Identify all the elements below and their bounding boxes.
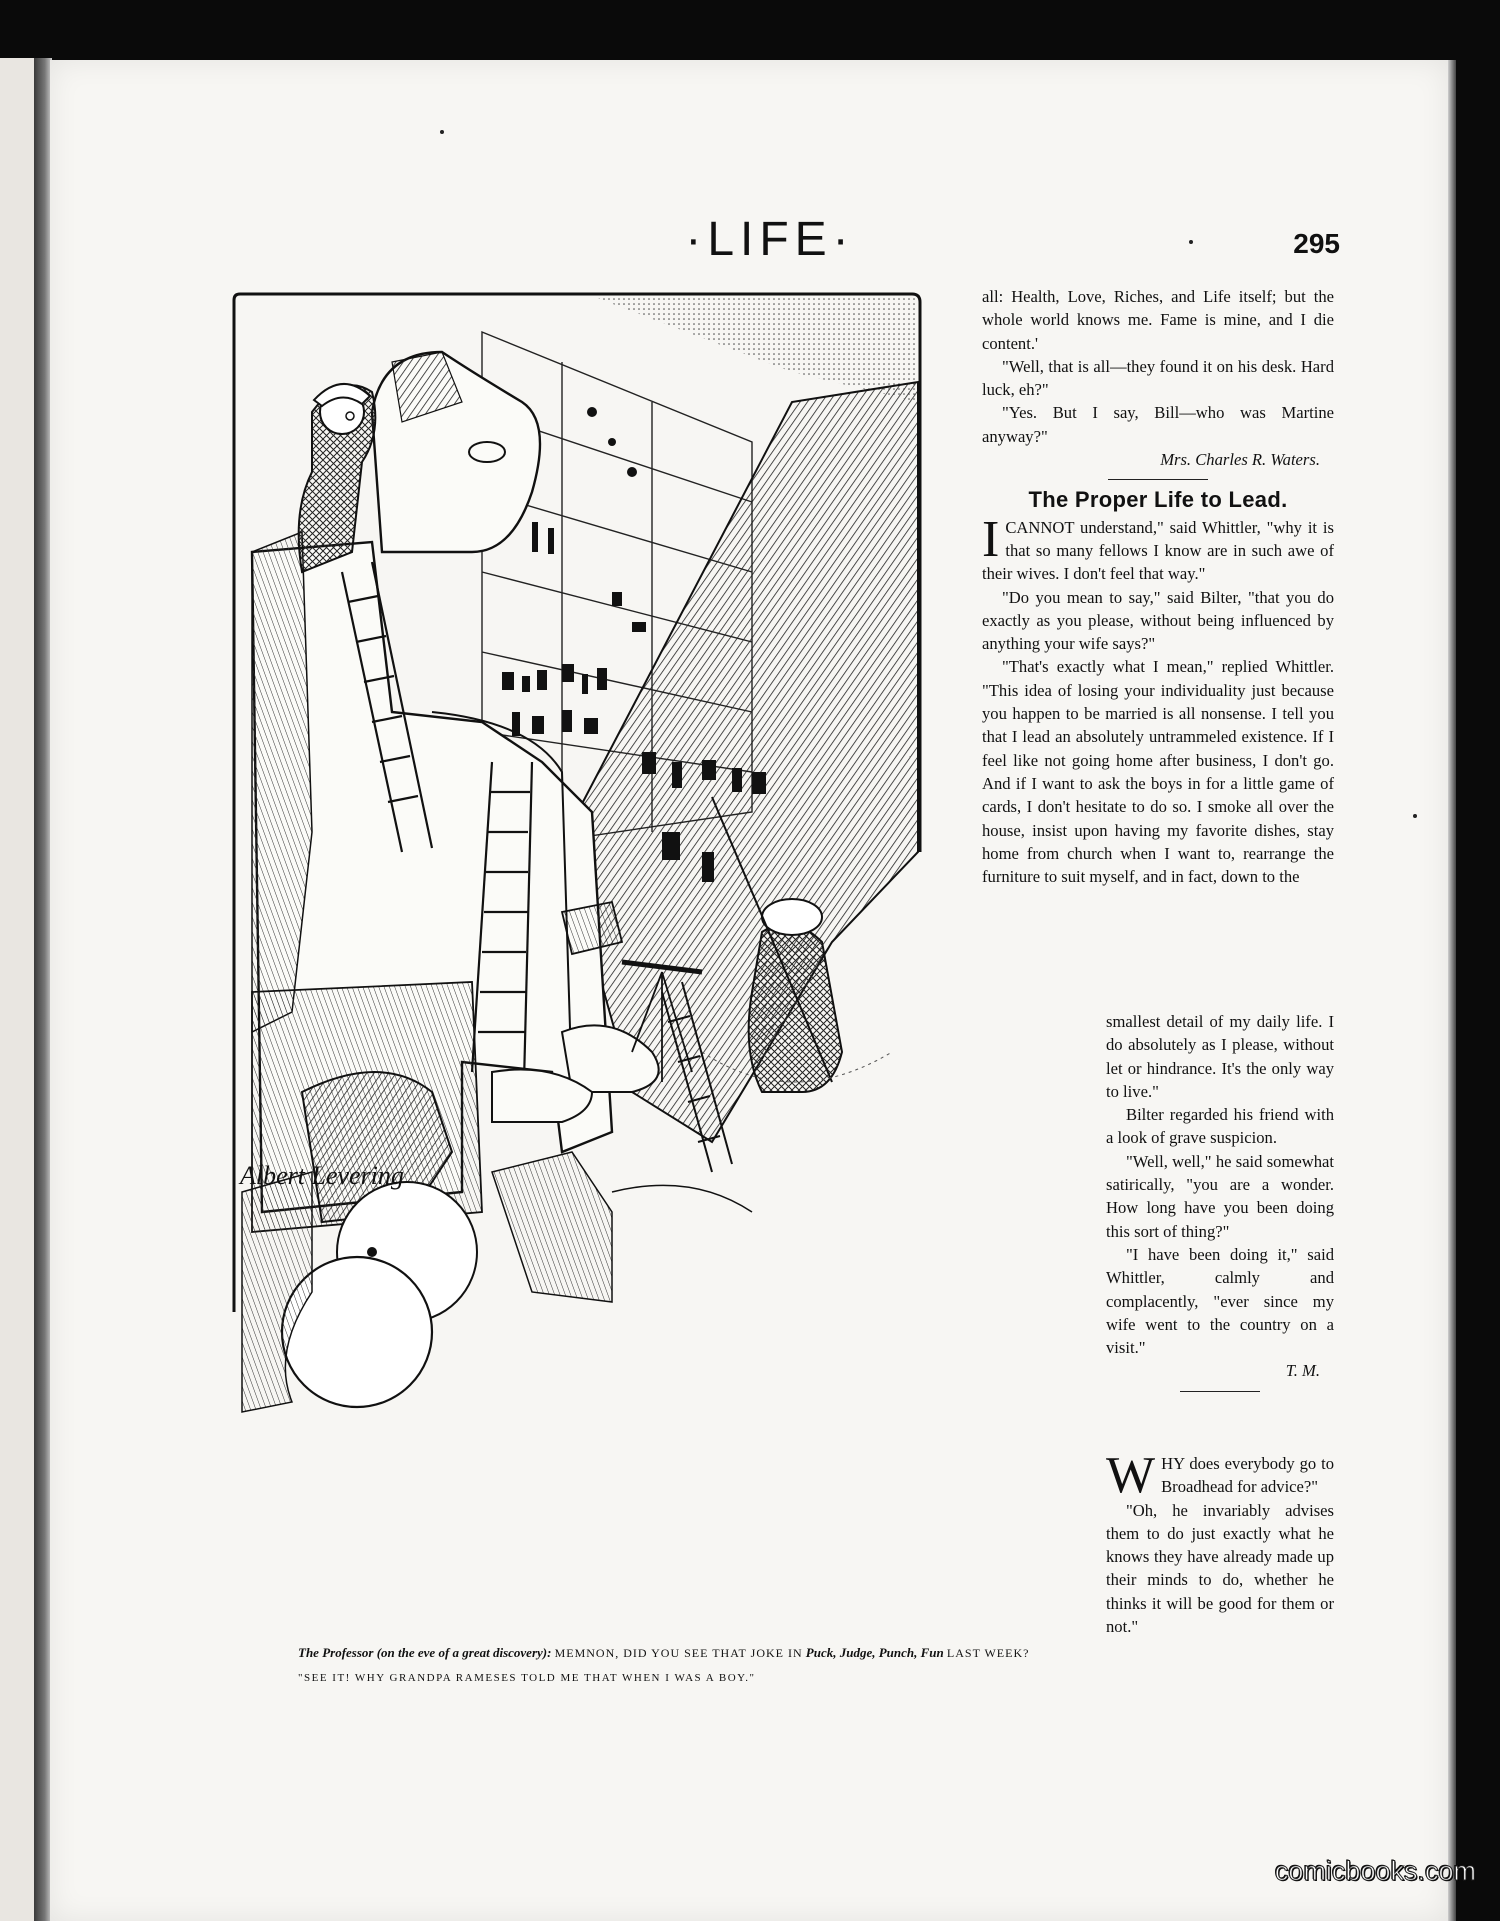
paragraph: "I have been doing it," said Whittler, calmly and complacently, "ever since my wife went to the country on a visit." — [1106, 1244, 1334, 1358]
author-signature: T. M. — [1285, 1361, 1320, 1381]
caption-line-1 — [298, 1644, 1038, 1662]
text-column-upper — [982, 285, 1334, 888]
scan-speck — [440, 130, 444, 134]
illustration-caption — [298, 1644, 1038, 1687]
caption-question-end: LAST WEEK? — [946, 1646, 1030, 1660]
drop-cap: I — [982, 510, 1000, 568]
caption-reply: "SEE IT! WHY GRANDPA RAMESES TOLD ME THAT WHEN I WAS A BOY." — [298, 1672, 756, 1684]
page-number: 295 — [1293, 228, 1340, 259]
paragraph: "Well, that is all—they found it on his desk. Hard luck, eh?" — [982, 356, 1334, 400]
scan-speck — [1189, 240, 1193, 244]
paragraph: smallest detail of my daily life. I do absolutely as I please, without let or hindrance. It's the only way to live." — [1106, 1012, 1334, 1101]
paragraph: "Well, well," he said somewhat satirically, "you are a wonder. How long have you been doing this sort of thing?" — [1106, 1151, 1334, 1241]
scan-speck — [1413, 814, 1417, 818]
paragraph: all: Health, Love, Riches, and Life itself; but the whole world knows me. Fame is mine, and I die content.' — [982, 287, 1334, 353]
masthead: ·LIFE· — [685, 213, 855, 266]
illustration-drawing — [232, 292, 922, 1622]
caption-question: MEMNON, DID YOU SEE THAT JOKE IN — [554, 1646, 803, 1660]
right-page-edge — [1448, 60, 1456, 1921]
paragraph: "Do you mean to say," said Bilter, "that you do exactly as you please, without being influenced by anything your wife says?" — [982, 587, 1334, 654]
paragraph: Bilter regarded his friend with a look of grave suspicion. — [1106, 1105, 1334, 1148]
drop-cap: W — [1106, 1447, 1156, 1504]
watermark: comicbooks.com — [1274, 1856, 1476, 1886]
opening-text: CANNOT understand," said Whittler, "why it is that so many fellows I know are in such awe of their wives. I don't feel that way." — [982, 517, 1334, 584]
opening-text: HY does everybody go to Broadhead for advice?" — [1161, 1454, 1334, 1497]
caption-speaker: The Professor (on the eve of a great discovery): — [298, 1645, 552, 1660]
author-signature: Mrs. Charles R. Waters. — [1160, 450, 1320, 470]
text-column-narrow — [1106, 1010, 1334, 1400]
left-page-edge — [0, 58, 34, 1921]
artist-signature: Albert Levering — [240, 1161, 404, 1190]
paragraph: "Yes. But I say, Bill—who was Martine anyway?" — [982, 403, 1334, 446]
paragraph-opening — [982, 510, 1334, 586]
caption-magazine-titles: Puck, Judge, Punch, Fun — [805, 1645, 944, 1660]
paragraph-opening — [1106, 1447, 1334, 1504]
text-column-joke — [1106, 1447, 1334, 1638]
divider-rule — [1108, 479, 1208, 480]
paragraph: "Oh, he invariably advises them to do just exactly what he knows they have already made up their minds to do, whether he thinks it will be good for them or not." — [1106, 1500, 1334, 1637]
paragraph: "That's exactly what I mean," replied Whittler. "This idea of losing your individuality just because you happen to be married is all nonsense. I tell you that I lead an absolutely untrammeled existence. If I feel like not going home after business, I don't go. And if I want to ask the boys in for a little game of cards, I don't hesitate to do so. I smoke all over the house, insist upon having my favorite dishes, stay home from church when I want to, rearrange the furniture to suit myself, and in fact, down to the — [982, 657, 1334, 887]
cartoon-illustration — [232, 292, 922, 1622]
divider-rule — [1180, 1391, 1260, 1392]
story-title: The Proper Life to Lead. — [1028, 487, 1288, 513]
